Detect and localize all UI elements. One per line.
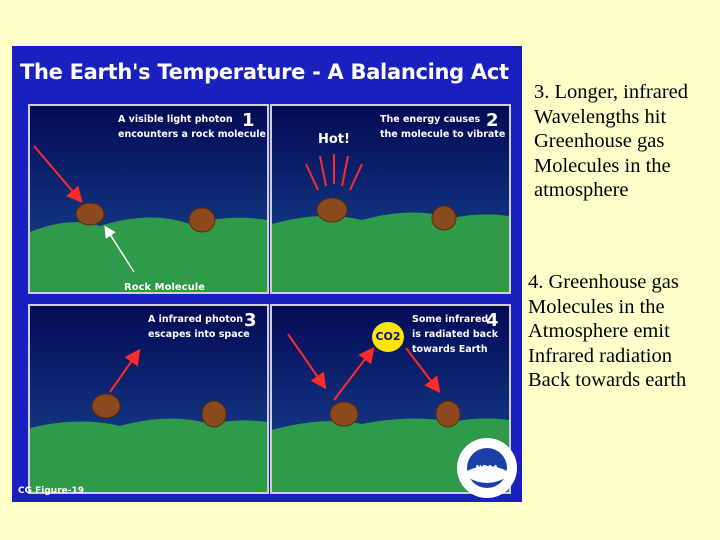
- side-line: Back towards earth: [528, 369, 687, 391]
- panel-3-text: A infrared photon escapes into space: [148, 314, 250, 340]
- noaa-logo: [456, 437, 518, 499]
- ground: [30, 217, 267, 292]
- escaping-photon-arrow: [110, 352, 138, 392]
- panel-3-number: 3: [244, 310, 257, 331]
- panel-4-text: Some infrared is radiated back towards Earth: [412, 314, 499, 355]
- ground: [272, 212, 509, 292]
- side-text-step-4: [528, 270, 686, 393]
- panel-2-number: 2: [486, 110, 499, 131]
- rock-molecule-label: Rock Molecule: [124, 282, 205, 293]
- panel-2-text: The energy causes the molecule to vibrate: [380, 114, 506, 140]
- rock-molecule: [432, 206, 456, 230]
- hot-label: Hot!: [318, 132, 350, 147]
- rock-molecule: [92, 394, 120, 418]
- photon-arrow: [34, 146, 80, 200]
- co2-molecule: CO2: [372, 322, 404, 352]
- side-line: Molecules in the: [528, 295, 665, 318]
- balancing-act-figure: [12, 46, 522, 502]
- rock-molecule: [189, 208, 215, 232]
- figure-caption: CG Figure-19: [18, 486, 85, 496]
- side-line: 4. Greenhouse gas: [528, 271, 679, 293]
- side-line: 3. Longer, infrared: [534, 81, 689, 103]
- rock-molecule: [202, 401, 226, 427]
- panel-1-text: A visible light photon encounters a rock molecule: [118, 114, 266, 140]
- vibration-rays: [306, 154, 362, 190]
- noaa-logo-text: NOAA: [475, 464, 499, 472]
- panel-1: [28, 104, 269, 294]
- side-line: Molecules in the: [534, 154, 671, 177]
- rising-photon-arrow: [334, 350, 372, 400]
- rock-molecule: [330, 402, 358, 426]
- panel-2: [270, 104, 511, 294]
- panel-1-number: 1: [242, 110, 255, 131]
- side-line: Wavelengths hit: [534, 105, 667, 128]
- incoming-photon-arrow: [288, 334, 324, 386]
- side-line: atmosphere: [534, 179, 629, 201]
- ground: [30, 418, 267, 492]
- panel-3: [28, 304, 269, 494]
- side-line: Greenhouse gas: [534, 130, 665, 152]
- rock-molecule: [317, 198, 347, 222]
- rock-molecule: [76, 203, 104, 225]
- figure-title: The Earth's Temperature - A Balancing Act: [20, 60, 509, 84]
- side-text-step-3: [534, 80, 688, 203]
- rock-molecule: [436, 401, 460, 427]
- panel-4-number: 4: [486, 310, 499, 331]
- side-line: Atmosphere emit: [528, 320, 670, 342]
- side-line: Infrared radiation: [528, 344, 672, 367]
